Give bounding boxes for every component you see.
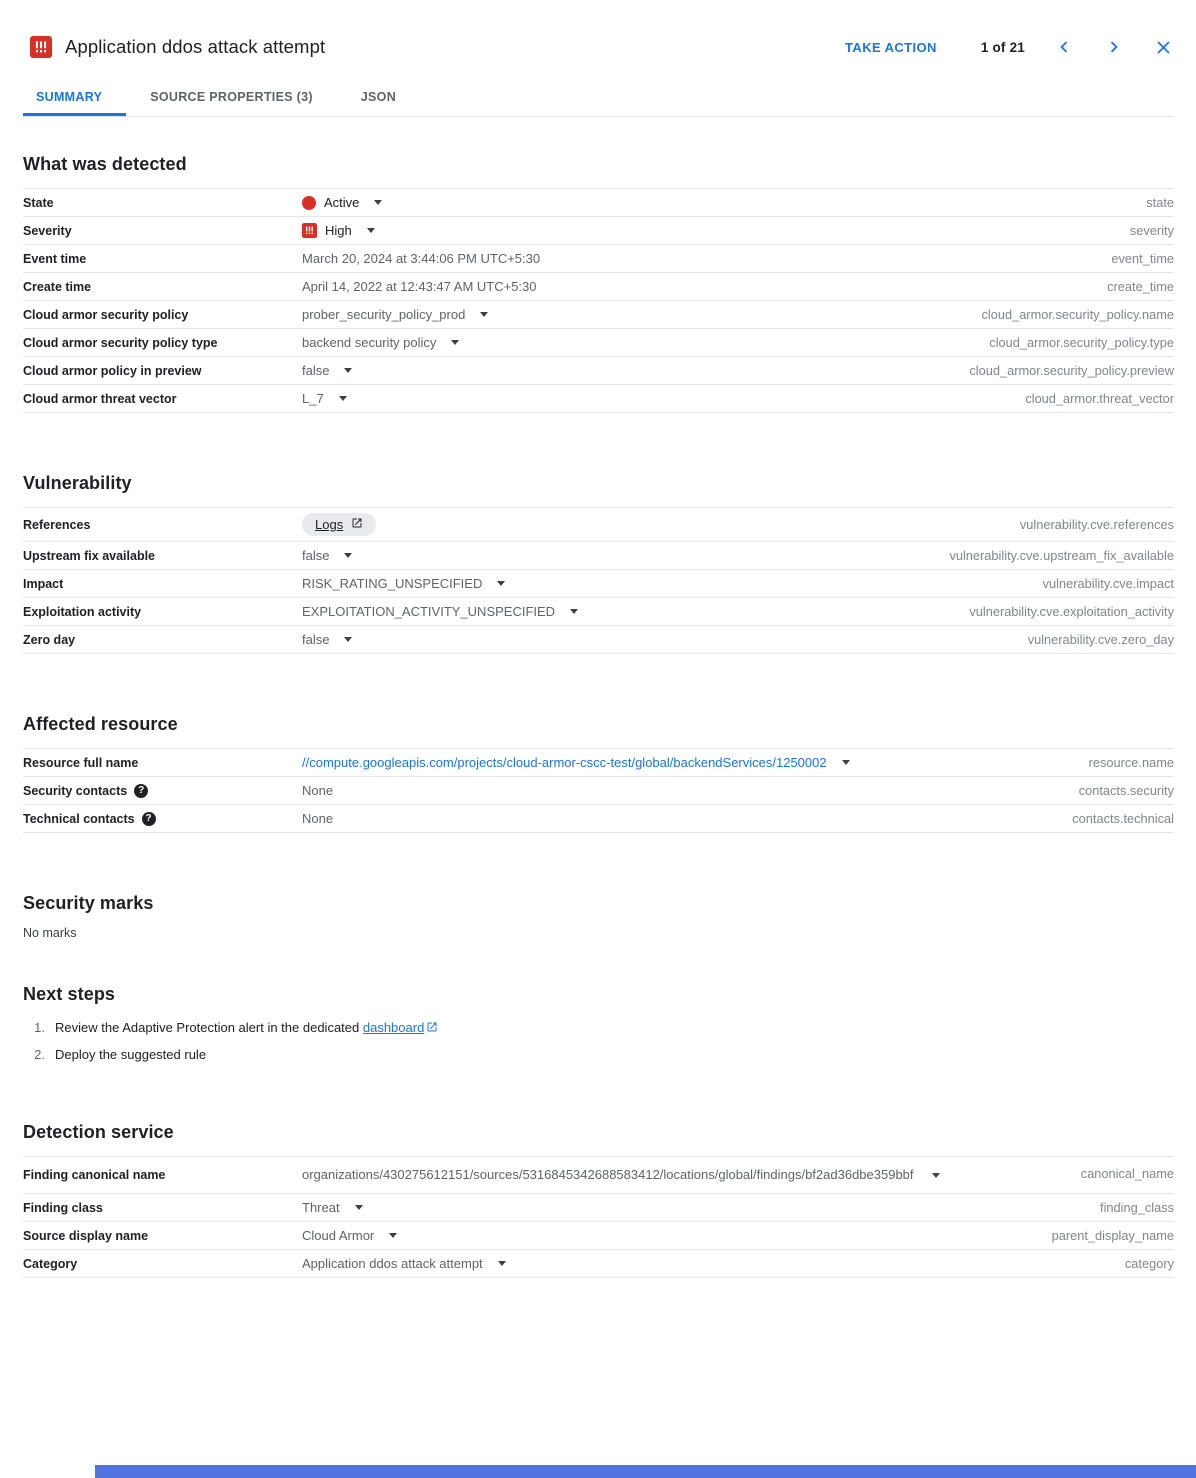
row-key: cloud_armor.threat_vector: [1025, 391, 1174, 406]
row-value: None: [302, 783, 334, 798]
section-title: Vulnerability: [23, 473, 132, 493]
row-value: organizations/430275612151/sources/5316845342688583412/locations/global/findings/bf2ad36dbe359bbf: [302, 1157, 1065, 1193]
page-title: Application ddos attack attempt: [65, 36, 326, 57]
row-key: vulnerability.cve.references: [1019, 517, 1174, 532]
table-row-canonical-name: [23, 1157, 1174, 1194]
table-row-security-policy-type: [23, 329, 1174, 357]
list-item: 2. Deploy the suggested rule: [23, 1047, 1174, 1062]
horizontal-scrollbar-thumb[interactable]: [95, 1465, 1196, 1478]
row-value: None: [302, 811, 334, 826]
section-title: Security marks: [23, 893, 154, 913]
external-link-icon: [351, 517, 363, 532]
row-value: EXPLOITATION_ACTIVITY_UNSPECIFIED: [302, 604, 953, 619]
step-number: 2.: [34, 1047, 45, 1062]
tab-bar: [23, 81, 1174, 117]
high-severity-icon: [30, 36, 52, 58]
header-actions: [845, 36, 1174, 58]
row-value: April 14, 2022 at 12:43:47 AM UTC+5:30: [302, 279, 537, 294]
row-value: [302, 755, 1073, 770]
row-key: state: [1146, 195, 1174, 210]
table-row-policy-preview: [23, 357, 1174, 385]
take-action-button[interactable]: TAKE ACTION: [845, 39, 937, 55]
table-row-state: [23, 189, 1174, 217]
row-label: References: [23, 517, 91, 532]
row-value: false: [302, 363, 953, 378]
external-link-icon: [426, 1021, 438, 1036]
table-row-security-policy: [23, 301, 1174, 329]
row-key: contacts.technical: [1072, 811, 1174, 826]
row-label: Cloud armor security policy: [23, 307, 189, 322]
row-key: vulnerability.cve.upstream_fix_available: [949, 548, 1174, 563]
row-key: vulnerability.cve.zero_day: [1027, 632, 1174, 647]
section-affected-resource: [23, 714, 1174, 833]
row-label: Cloud armor security policy type: [23, 335, 218, 350]
row-value: false: [302, 632, 1012, 647]
row-label: Event time: [23, 251, 87, 266]
list-item: 1. Review the Adaptive Protection alert in the dedicated dashboard: [23, 1020, 1174, 1036]
row-key: contacts.security: [1078, 783, 1174, 798]
chevron-down-icon[interactable]: [344, 637, 352, 642]
section-title: Next steps: [23, 984, 116, 1004]
section-detection-service: [23, 1122, 1174, 1278]
chevron-down-icon[interactable]: [389, 1233, 397, 1238]
section-security-marks: [23, 893, 1174, 940]
row-label: Resource full name: [23, 755, 139, 770]
resource-full-name-link[interactable]: //compute.googleapis.com/projects/cloud-armor-cscc-test/global/backendServices/1250002: [302, 755, 827, 770]
row-value: Cloud Armor: [302, 1228, 1036, 1243]
table-row-references: [23, 508, 1174, 542]
row-key: finding_class: [1100, 1200, 1174, 1215]
row-key: parent_display_name: [1051, 1228, 1174, 1243]
chevron-down-icon[interactable]: [497, 581, 505, 586]
chevron-down-icon[interactable]: [339, 396, 347, 401]
section-title: Detection service: [23, 1122, 174, 1142]
row-value: [302, 513, 1004, 536]
tab-source-properties[interactable]: SOURCE PROPERTIES (3): [126, 81, 337, 116]
row-key: create_time: [1107, 279, 1174, 294]
table-row-source-display-name: [23, 1222, 1174, 1250]
row-label: Impact: [23, 576, 64, 591]
chevron-down-icon[interactable]: [355, 1205, 363, 1210]
section-what-was-detected: [23, 154, 1174, 413]
row-label: Upstream fix available: [23, 548, 156, 563]
row-value: March 20, 2024 at 3:44:06 PM UTC+5:30: [302, 251, 541, 266]
section-title: Affected resource: [23, 714, 178, 734]
panel-header: [23, 0, 1174, 58]
row-label: Technical contacts ?: [23, 812, 302, 826]
row-key: vulnerability.cve.exploitation_activity: [969, 604, 1174, 619]
table-row-category: [23, 1250, 1174, 1278]
row-value: Threat: [302, 1200, 1084, 1215]
high-severity-icon: [302, 223, 317, 238]
dashboard-link[interactable]: dashboard: [362, 1020, 425, 1035]
section-title: What was detected: [23, 154, 187, 174]
row-key: severity: [1129, 223, 1174, 238]
table-row-create-time: [23, 273, 1174, 301]
row-key: cloud_armor.security_policy.preview: [969, 363, 1174, 378]
chevron-down-icon[interactable]: [480, 312, 488, 317]
row-label: Exploitation activity: [23, 604, 142, 619]
table-row-exploitation-activity: [23, 598, 1174, 626]
chevron-down-icon[interactable]: [932, 1173, 940, 1178]
row-value: prober_security_policy_prod: [302, 307, 965, 322]
chevron-down-icon[interactable]: [344, 368, 352, 373]
chevron-down-icon[interactable]: [451, 340, 459, 345]
table-row-impact: [23, 570, 1174, 598]
row-value: High: [302, 223, 1114, 238]
previous-finding-button[interactable]: [1053, 36, 1075, 58]
no-marks-text: No marks: [23, 926, 77, 940]
chevron-down-icon[interactable]: [367, 228, 375, 233]
help-icon[interactable]: [134, 784, 148, 798]
table-row-resource-name: [23, 749, 1174, 777]
row-label: Category: [23, 1256, 78, 1271]
close-icon[interactable]: [1153, 37, 1174, 58]
tab-summary[interactable]: SUMMARY: [23, 81, 126, 116]
table-row-upstream-fix: [23, 542, 1174, 570]
row-label: Cloud armor policy in preview: [23, 363, 202, 378]
row-key: resource.name: [1088, 755, 1174, 770]
chevron-down-icon[interactable]: [498, 1261, 506, 1266]
row-key: category: [1124, 1256, 1174, 1271]
chevron-down-icon[interactable]: [842, 760, 850, 765]
table-row-security-contacts: [23, 777, 1174, 805]
row-value: Application ddos attack attempt: [302, 1256, 1109, 1271]
row-value: L_7: [302, 391, 1009, 406]
table-row-technical-contacts: [23, 805, 1174, 833]
row-label: Create time: [23, 279, 92, 294]
step-number: 1.: [34, 1020, 45, 1035]
row-key: canonical_name: [1080, 1166, 1174, 1181]
row-label: Cloud armor threat vector: [23, 391, 177, 406]
row-key: event_time: [1111, 251, 1174, 266]
row-label: Source display name: [23, 1228, 149, 1243]
logs-link-chip[interactable]: Logs: [302, 513, 376, 536]
table-row-threat-vector: [23, 385, 1174, 413]
chevron-down-icon[interactable]: [374, 200, 382, 205]
row-label: Severity: [23, 223, 72, 238]
help-icon[interactable]: [142, 812, 156, 826]
row-label: Finding class: [23, 1200, 103, 1215]
row-key: cloud_armor.security_policy.type: [989, 335, 1174, 350]
table-row-event-time: [23, 245, 1174, 273]
row-label: Finding canonical name: [23, 1168, 166, 1182]
table-row-finding-class: [23, 1194, 1174, 1222]
chevron-down-icon[interactable]: [570, 609, 578, 614]
pagination-counter: 1 of 21: [980, 39, 1025, 55]
next-finding-button[interactable]: [1103, 36, 1125, 58]
row-value: RISK_RATING_UNSPECIFIED: [302, 576, 1027, 591]
section-vulnerability: [23, 473, 1174, 654]
row-label: Zero day: [23, 632, 76, 647]
row-key: cloud_armor.security_policy.name: [981, 307, 1174, 322]
table-row-zero-day: [23, 626, 1174, 654]
row-key: vulnerability.cve.impact: [1042, 576, 1174, 591]
row-value: false: [302, 548, 933, 563]
tab-json[interactable]: JSON: [337, 81, 420, 116]
chevron-down-icon[interactable]: [344, 553, 352, 558]
row-label: Security contacts ?: [23, 784, 302, 798]
table-row-severity: [23, 217, 1174, 245]
row-value: backend security policy: [302, 335, 973, 350]
row-label: State: [23, 195, 54, 210]
red-circle-icon: [302, 196, 316, 210]
section-next-steps: [23, 984, 1174, 1062]
row-value: Active: [302, 195, 1130, 210]
